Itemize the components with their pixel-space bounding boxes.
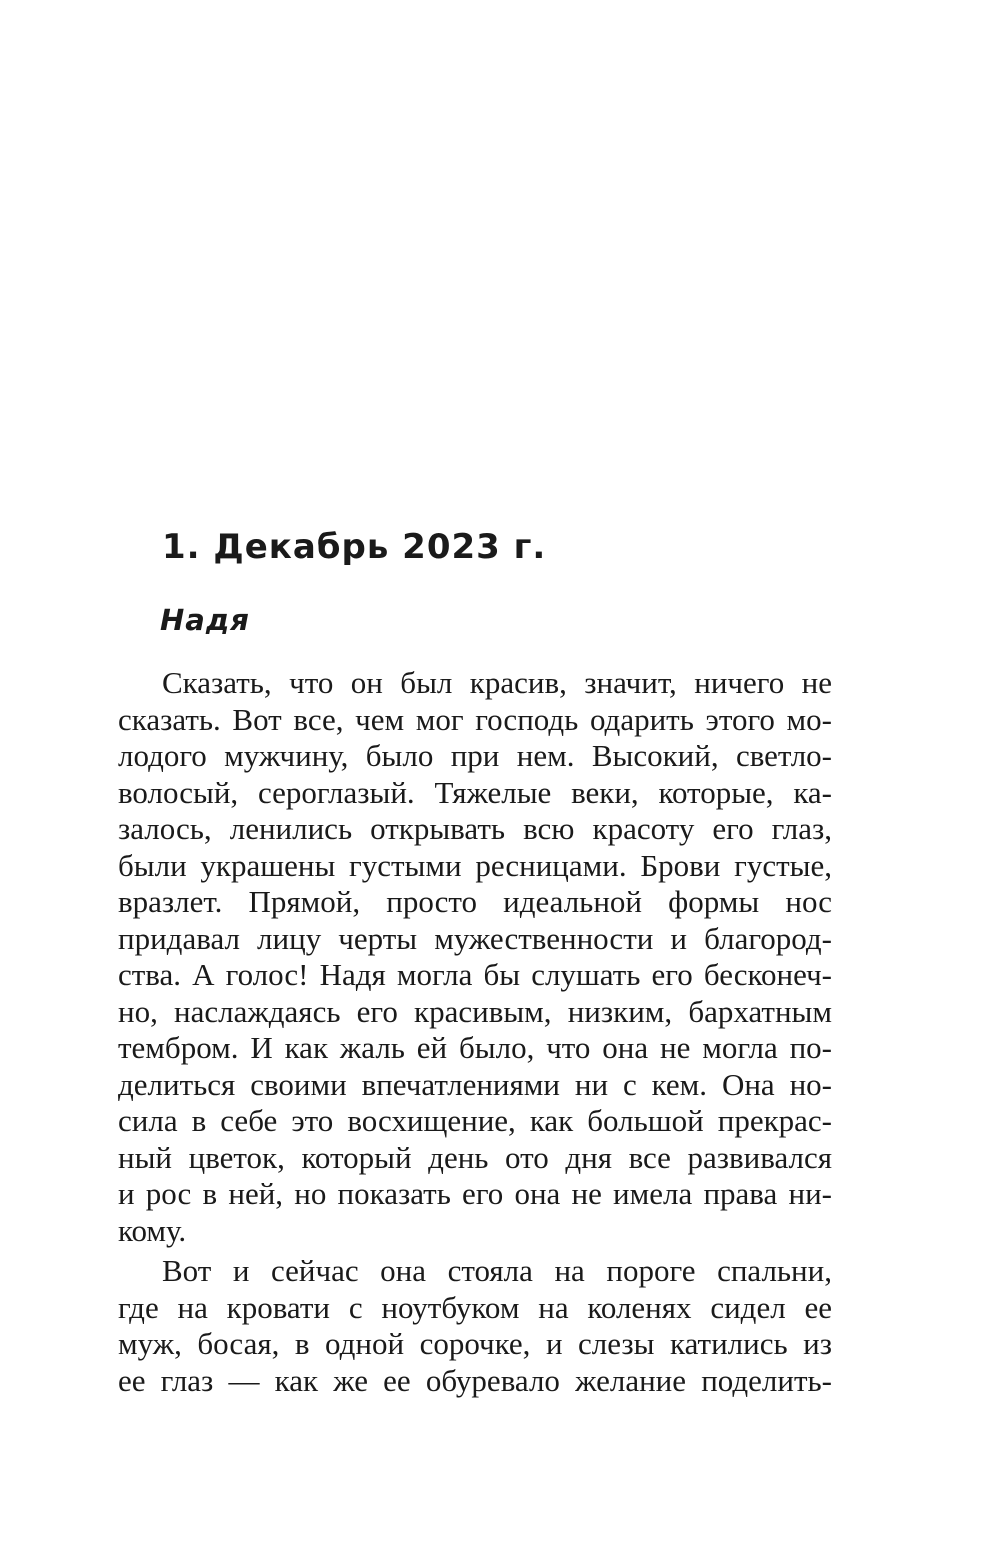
text-line: и рос в ней, но показать его она не имела права ни- bbox=[118, 1176, 832, 1211]
paragraph bbox=[118, 1253, 832, 1399]
paragraph bbox=[118, 665, 832, 1249]
text-line: муж, босая, в одной сорочке, и слезы катились из bbox=[118, 1326, 832, 1361]
text-line: Вот и сейчас она стояла на пороге спальни, bbox=[162, 1253, 832, 1288]
text-line: ства. А голос! Надя могла бы слушать его бесконеч- bbox=[118, 957, 832, 992]
text-line: тембром. И как жаль ей было, что она не могла по- bbox=[118, 1030, 832, 1065]
section-title: Надя bbox=[160, 603, 250, 637]
text-line: ее глаз — как же ее обуревало желание поделить- bbox=[118, 1362, 832, 1398]
text-line: ный цветок, который день ото дня все развивался bbox=[118, 1139, 832, 1175]
text-line: делиться своими впечатлениями ни с кем. Она но- bbox=[118, 1066, 832, 1102]
text-line: сила в себе это восхищение, как большой прекрас- bbox=[118, 1103, 832, 1138]
text-line: сказать. Вот все, чем мог господь одарить этого мо- bbox=[118, 701, 832, 737]
text-line: были украшены густыми ресницами. Брови густые, bbox=[118, 847, 832, 883]
chapter-title: 1. Декабрь 2023 г. bbox=[162, 527, 547, 567]
text-line: Сказать, что он был красив, значит, ничего не bbox=[162, 665, 832, 700]
body-text bbox=[118, 665, 832, 1399]
text-line: залось, ленились открывать всю красоту его глаз, bbox=[118, 811, 832, 846]
text-line: кому. bbox=[118, 1212, 187, 1248]
text-line: волосый, сероглазый. Тяжелые веки, которые, ка- bbox=[118, 774, 832, 810]
text-line: лодого мужчину, было при нем. Высокий, светло- bbox=[118, 738, 832, 773]
text-line: но, наслаждаясь его красивым, низким, бархатным bbox=[118, 993, 832, 1029]
text-line: придавал лицу черты мужественности и благород- bbox=[118, 920, 832, 956]
book-page bbox=[118, 0, 832, 1562]
text-line: вразлет. Прямой, просто идеальной формы нос bbox=[118, 884, 832, 919]
text-line: где на кровати с ноутбуком на коленях сидел ее bbox=[118, 1289, 832, 1325]
